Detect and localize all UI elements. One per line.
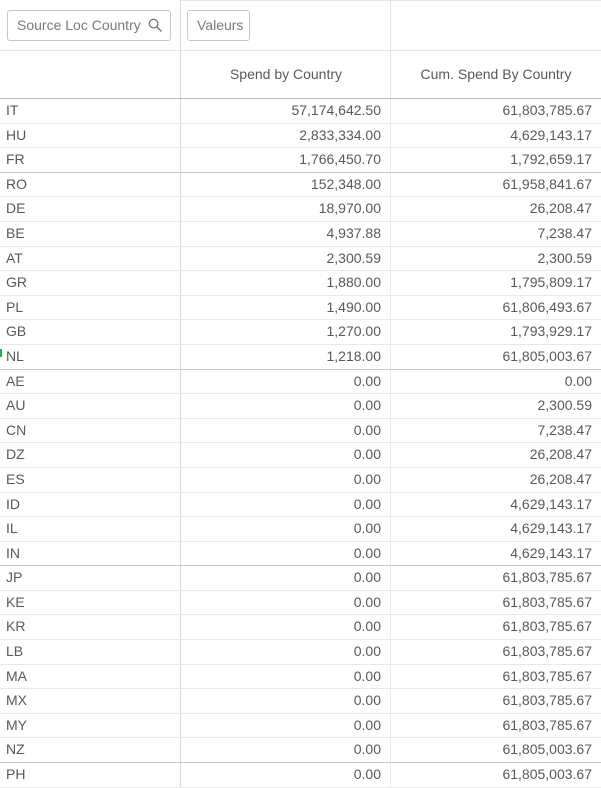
table-row[interactable] [0, 320, 601, 345]
cum-spend-cell: 61,805,003.67 [502, 741, 592, 758]
cum-spend-cell: 61,805,003.67 [502, 347, 592, 364]
cum-spend-cell: 2,300.59 [537, 397, 592, 414]
spend-cell: 0.00 [181, 591, 391, 615]
cum-spend-cell: 61,803,785.67 [502, 593, 592, 610]
cum-spend-cell: 4,629,143.17 [510, 495, 592, 512]
country-cell[interactable]: KE [0, 591, 181, 615]
country-cell[interactable]: MX [0, 689, 181, 713]
table-row[interactable] [0, 296, 601, 321]
table-row[interactable] [0, 222, 601, 247]
valeurs-chip[interactable]: Valeurs [187, 10, 250, 41]
spend-cell: 2,833,334.00 [181, 124, 391, 148]
spend-cell: 152,348.00 [181, 173, 391, 197]
cum-spend-cell: 7,238.47 [537, 224, 592, 241]
country-cell[interactable]: IL [0, 517, 181, 541]
country-cell[interactable]: LB [0, 640, 181, 664]
cum-spend-cell: 4,629,143.17 [510, 520, 592, 537]
cum-spend-cell: 4,629,143.17 [510, 544, 592, 561]
cum-spend-cell: 26,208.47 [529, 446, 592, 463]
spend-cell: 0.00 [181, 689, 391, 713]
spend-cell: 0.00 [181, 468, 391, 492]
cum-spend-cell: 61,803,785.67 [502, 716, 592, 733]
country-cell[interactable]: MY [0, 714, 181, 738]
country-cell[interactable]: BE [0, 222, 181, 246]
country-cell[interactable]: AT [0, 247, 181, 271]
dimension-header-cell [0, 0, 181, 98]
table-row[interactable] [0, 517, 601, 542]
search-icon[interactable] [148, 18, 162, 32]
table-body [0, 99, 601, 788]
country-cell[interactable]: ES [0, 468, 181, 492]
cum-spend-cell: 2,300.59 [537, 249, 592, 266]
country-cell[interactable]: DZ [0, 443, 181, 467]
cum-spend-cell: 1,793,929.17 [510, 323, 592, 340]
spend-cell: 0.00 [181, 443, 391, 467]
country-cell[interactable]: PH [0, 763, 181, 787]
cum-spend-cell: 1,795,809.17 [510, 274, 592, 291]
country-cell[interactable]: CN [0, 419, 181, 443]
table-row[interactable] [0, 173, 601, 198]
cum-spend-cell: 26,208.47 [529, 470, 592, 487]
table-row[interactable] [0, 247, 601, 272]
table-row[interactable] [0, 271, 601, 296]
spend-cell: 0.00 [181, 665, 391, 689]
cum-spend-cell: 61,806,493.67 [502, 298, 592, 315]
cum-spend-cell: 61,805,003.67 [502, 766, 592, 783]
country-cell[interactable]: MA [0, 665, 181, 689]
table-row[interactable] [0, 665, 601, 690]
country-cell[interactable]: IN [0, 542, 181, 566]
country-cell[interactable]: NL [0, 345, 181, 369]
table-row[interactable] [0, 493, 601, 518]
table-header [0, 0, 601, 99]
table-row[interactable] [0, 542, 601, 567]
country-cell[interactable]: IT [0, 99, 181, 123]
table-row[interactable] [0, 148, 601, 173]
spend-cell: 0.00 [181, 763, 391, 787]
source-loc-country-label: Source Loc Country [17, 17, 141, 33]
spend-cell: 2,300.59 [181, 247, 391, 271]
spend-header-cell [181, 0, 391, 98]
country-cell[interactable]: PL [0, 296, 181, 320]
country-cell[interactable]: GR [0, 271, 181, 295]
country-cell[interactable]: GB [0, 320, 181, 344]
table-row[interactable] [0, 763, 601, 788]
cum-header-cell [391, 0, 601, 98]
spend-cell: 0.00 [181, 370, 391, 394]
table-row[interactable] [0, 566, 601, 591]
spend-cell: 0.00 [181, 419, 391, 443]
cum-spend-cell: 7,238.47 [537, 421, 592, 438]
table-row[interactable] [0, 468, 601, 493]
spend-cell: 0.00 [181, 566, 391, 590]
cum-spend-cell: 61,958,841.67 [502, 175, 592, 192]
table-row[interactable] [0, 345, 601, 370]
spend-cell: 0.00 [181, 615, 391, 639]
table-row[interactable] [0, 591, 601, 616]
spend-cell: 0.00 [181, 640, 391, 664]
table-row[interactable] [0, 99, 601, 124]
table-row[interactable] [0, 197, 601, 222]
spend-cell: 0.00 [181, 738, 391, 762]
header-divider [0, 50, 181, 51]
spend-column-header[interactable]: Spend by Country [229, 66, 343, 82]
country-cell[interactable]: AU [0, 394, 181, 418]
table-row[interactable] [0, 443, 601, 468]
spend-cell: 1,766,450.70 [181, 148, 391, 172]
cum-spend-cell: 4,629,143.17 [510, 126, 592, 143]
source-loc-country-filter[interactable] [7, 10, 171, 41]
country-cell[interactable]: HU [0, 124, 181, 148]
table-row[interactable] [0, 714, 601, 739]
spend-cell: 0.00 [181, 542, 391, 566]
spend-cell: 4,937.88 [181, 222, 391, 246]
spend-cell: 1,490.00 [181, 296, 391, 320]
cum-spend-cell: 61,803,785.67 [502, 618, 592, 635]
spend-cell: 1,270.00 [181, 320, 391, 344]
cum-spend-cell: 26,208.47 [529, 200, 592, 217]
spend-cell: 1,218.00 [181, 345, 391, 369]
country-cell[interactable]: RO [0, 173, 181, 197]
country-cell[interactable]: JP [0, 566, 181, 590]
spend-cell: 0.00 [181, 714, 391, 738]
cum-spend-cell: 0.00 [564, 372, 592, 389]
spend-cell: 0.00 [181, 394, 391, 418]
cum-spend-cell: 61,803,785.67 [502, 643, 592, 660]
table-row[interactable] [0, 370, 601, 395]
country-cell[interactable]: AE [0, 370, 181, 394]
cum-spend-cell: 61,803,785.67 [502, 692, 592, 709]
table-row[interactable] [0, 419, 601, 444]
cum-spend-column-header[interactable]: Cum. Spend By Country [420, 66, 572, 82]
cum-spend-cell: 1,792,659.17 [510, 151, 592, 168]
table-row[interactable] [0, 615, 601, 640]
table-row[interactable] [0, 124, 601, 149]
country-cell[interactable]: ID [0, 493, 181, 517]
spend-cell: 57,174,642.50 [181, 99, 391, 123]
table-row[interactable] [0, 689, 601, 714]
country-cell[interactable]: KR [0, 615, 181, 639]
cum-spend-cell: 61,803,785.67 [502, 667, 592, 684]
spend-cell: 18,970.00 [181, 197, 391, 221]
cum-spend-cell: 61,803,785.67 [502, 102, 592, 118]
cum-spend-cell: 61,803,785.67 [502, 569, 592, 586]
table-row[interactable] [0, 738, 601, 763]
spend-cell: 1,880.00 [181, 271, 391, 295]
spend-cell: 0.00 [181, 493, 391, 517]
values-header-divider [181, 50, 601, 51]
table-row[interactable] [0, 640, 601, 665]
country-cell[interactable]: DE [0, 197, 181, 221]
country-cell[interactable]: FR [0, 148, 181, 172]
selection-indicator [0, 349, 2, 357]
country-cell[interactable]: NZ [0, 738, 181, 762]
table-row[interactable] [0, 394, 601, 419]
spend-cell: 0.00 [181, 517, 391, 541]
